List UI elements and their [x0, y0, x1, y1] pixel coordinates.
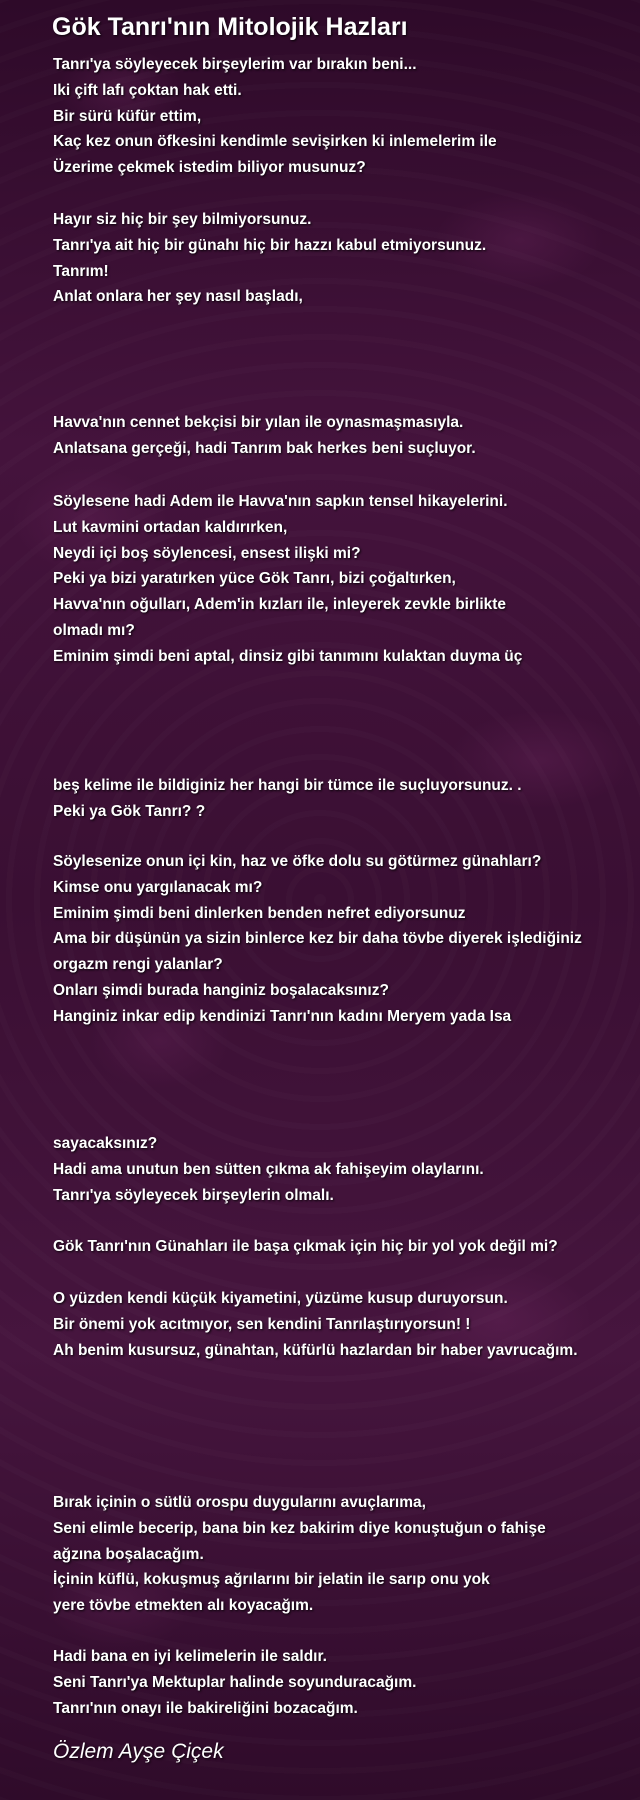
- poem-line: Havva'nın cennet bekçisi bir yılan ile oynasmaşmasıyla.: [53, 414, 464, 431]
- poem-line: Eminim şimdi beni dinlerken benden nefret ediyorsunuz: [53, 904, 466, 922]
- poem-line: Seni elimle becerip, bana bin kez bakirim diye konuştuğun o fahişe: [53, 1519, 546, 1537]
- stanza-4: [53, 489, 633, 670]
- poem-line: Anlat onlara her şey nasıl başladı,: [53, 288, 303, 306]
- poem-line: Söylesene hadi Adem ile Havva'nın sapkın tensel hikayelerini.: [53, 493, 508, 510]
- poem-line: Hadi bana en iyi kelimelerin ile saldır.: [53, 1648, 327, 1665]
- poem-line: Söylesenize onun içi kin, haz ve öfke dolu su götürmez günahları?: [53, 853, 542, 870]
- poem-line: ağzına boşalacağım.: [53, 1545, 204, 1563]
- poem-line: Tanrı'ya söyleyecek birşeylerin olmalı.: [53, 1186, 334, 1204]
- stanza-11: [53, 1644, 633, 1721]
- poem-line: Ah benim kusursuz, günahtan, küfürlü hazlardan bir haber yavrucağım.: [53, 1341, 578, 1359]
- poem-author: Özlem Ayşe Çiçek: [53, 1740, 224, 1763]
- poem-line: Havva'nın oğulları, Adem'in kızları ile, inleyerek zevkle birlikte: [53, 596, 507, 614]
- poem-line: Peki ya bizi yaratırken yüce Gök Tanrı, bizi çoğaltırken,: [53, 570, 456, 588]
- poem-line: Peki ya Gök Tanrı? ?: [53, 802, 206, 820]
- stanza-10: [53, 1490, 633, 1619]
- stanza-3: [53, 410, 633, 462]
- poem-line: Tanrı'ya söyleyecek birşeylerim var bırakın beni...: [53, 56, 417, 73]
- poem-line: Iki çift lafı çoktan hak etti.: [53, 81, 242, 99]
- poem-line: Neydi içi boş söylencesi, ensest ilişki mi?: [53, 544, 361, 562]
- poem-line: İçinin küflü, kokuşmuş ağrılarını bir jelatin ile sarıp onu yok: [53, 1571, 490, 1589]
- poem-line: Tanrı'nın onayı ile bakireliğini bozacağım.: [53, 1699, 358, 1717]
- poem-line: Lut kavmini ortadan kaldırırken,: [53, 518, 288, 536]
- poem-line: Hanginiz inkar edip kendinizi Tanrı'nın kadını Meryem yada Isa: [53, 1007, 512, 1025]
- stanza-7: [53, 1131, 633, 1208]
- poem-line: Ama bir düşünün ya sizin binlerce kez bir daha tövbe diyerek işlediğiniz: [53, 930, 582, 948]
- poem-line: orgazm rengi yalanlar?: [53, 956, 223, 974]
- poem-line: Gök Tanrı'nın Günahları ile başa çıkmak için hiç bir yol yok değil mi?: [53, 1238, 558, 1255]
- poem-line: Eminim şimdi beni aptal, dinsiz gibi tanımını kulaktan duyma üç: [53, 647, 523, 665]
- poem-line: Bırak içinin o sütlü orospu duygularını avuçlarıma,: [53, 1494, 426, 1511]
- poem-line: Seni Tanrı'ya Mektuplar halinde soyunduracağım.: [53, 1673, 417, 1691]
- poem-line: sayacaksınız?: [53, 1135, 158, 1152]
- poem-line: yere tövbe etmekten alı koyacağım.: [53, 1597, 314, 1615]
- stanza-9: [53, 1286, 633, 1363]
- stanza-2: [53, 207, 633, 310]
- poem-line: O yüzden kendi küçük kiyametini, yüzüme kusup duruyorsun.: [53, 1290, 508, 1307]
- poem-line: Anlatsana gerçeği, hadi Tanrım bak herkes beni suçluyor.: [53, 439, 476, 457]
- poem-line: Üzerime çekmek istedim biliyor musunuz?: [53, 159, 366, 177]
- poem-title: Gök Tanrı'nın Mitolojik Hazları: [52, 13, 408, 41]
- poem-line: Hayır siz hiç bir şey bilmiyorsunuz.: [53, 211, 312, 228]
- poem-line: Onları şimdi burada hanginiz boşalacaksınız?: [53, 981, 389, 999]
- poem-line: beş kelime ile bildiginiz her hangi bir tümce ile suçluyorsunuz. .: [53, 777, 522, 794]
- poem-line: Bir sürü küfür ettim,: [53, 107, 202, 125]
- poem-line: Tanrı'ya ait hiç bir günahı hiç bir hazzı kabul etmiyorsunuz.: [53, 236, 487, 254]
- poem-line: Kimse onu yargılanacak mı?: [53, 878, 263, 896]
- stanza-5: [53, 773, 633, 825]
- poem-line: Hadi ama unutun ben sütten çıkma ak fahişeyim olaylarını.: [53, 1160, 484, 1178]
- poem-line: Tanrım!: [53, 262, 109, 280]
- stanza-1: [53, 52, 633, 181]
- poem-line: olmadı mı?: [53, 621, 135, 639]
- stanza-6: [53, 849, 633, 1030]
- stanza-8: [53, 1234, 633, 1260]
- poem-line: Kaç kez onun öfkesini kendimle sevişirken ki inlemelerim ile: [53, 133, 497, 151]
- poem-line: Bir önemi yok acıtmıyor, sen kendini Tanrılaştırıyorsun! !: [53, 1315, 471, 1333]
